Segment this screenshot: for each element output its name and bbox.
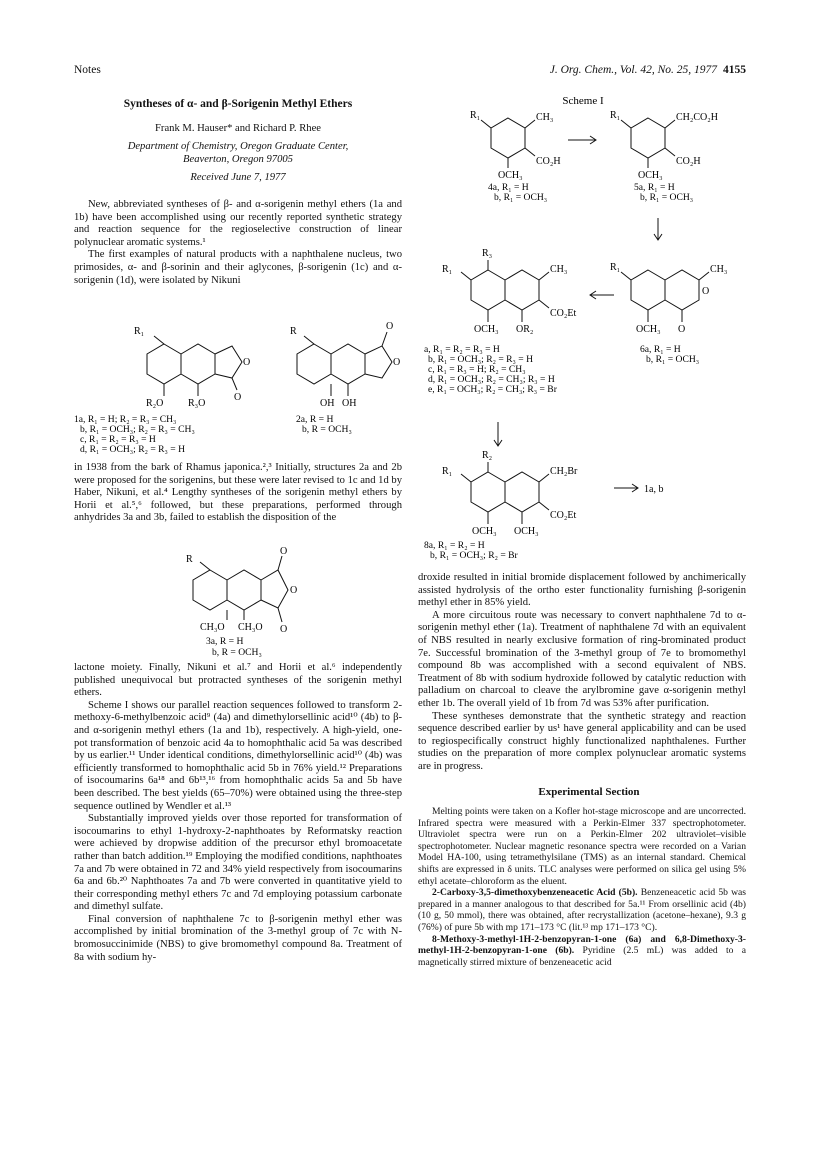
running-header-right — [550, 64, 746, 76]
paragraph-final-conversion: Final conversion of naphthalene 7c to β-sorigenin methyl ether was accomplished by initial bromination of the 3-methyl group of 7c with N-bromosuccinimide (NBS) to give bromomethyl compound 8a. Treatment of 8a with sodium hy- — [74, 913, 402, 963]
label-r3: R₃ — [482, 248, 493, 259]
label-oh: OH — [320, 398, 335, 409]
caption-7a: a, R₁ = R₂ = R₃ = H — [424, 344, 500, 355]
scheme-product: 1a, b — [644, 484, 664, 495]
caption-1d: d, R₁ = OCH₃; R₂ = R₃ = H — [80, 444, 186, 455]
caption-6a: 6a, R₁ = H — [640, 344, 681, 355]
paragraph-compound-5b — [418, 887, 746, 933]
caption-7d: d, R₁ = OCH₃; R₂ = CH₃; R₃ = H — [428, 374, 555, 385]
label-o: O — [290, 585, 298, 596]
label-o: O — [234, 392, 242, 403]
experimental-heading: Experimental Section — [538, 785, 640, 798]
label-och3: OCH₃ — [474, 324, 499, 335]
label-och3: OCH₃ — [514, 526, 539, 537]
label-oh: OH — [342, 398, 357, 409]
caption-7b: b, R₁ = OCH₃; R₂ = R₃ = H — [428, 354, 534, 365]
left-column-top — [74, 98, 402, 287]
page-number: 4155 — [723, 64, 746, 76]
structure-3 — [150, 544, 350, 658]
scheme-1 — [418, 90, 748, 560]
caption-3a: 3a, R = H — [206, 636, 244, 647]
label-ch3o: CH₃O — [238, 622, 263, 633]
right-column — [418, 572, 746, 968]
label-r: R — [186, 554, 193, 565]
label-o: O — [386, 321, 394, 332]
paragraph-conclusion: These syntheses demonstrate that the synthetic strategy and reaction sequence described earlier by us¹ have general applicability and can be used to regiospecifically construct highly functionalized naphthalenes. Further studies on the preparation of more complex polynuclear aromatic systems are in progress. — [418, 710, 746, 772]
article-title: Syntheses of α- and β-Sorigenin Methyl Ethers — [123, 98, 353, 110]
compound-5b-heading: 2-Carboxy-3,5-dimethoxybenzeneacetic Acid (5b). — [432, 887, 638, 899]
label-ch2br: CH₂Br — [550, 466, 578, 477]
label-o: O — [702, 286, 710, 297]
label-o: O — [243, 357, 251, 368]
label-ch3o: CH₃O — [200, 622, 225, 633]
label-ch3: CH₃ — [536, 112, 554, 123]
caption-2b: b, R = OCH₃ — [302, 424, 352, 435]
label-co2h: CO₂H — [536, 156, 561, 167]
caption-4a: 4a, R₁ = H — [488, 182, 529, 193]
label-r1: R₁ — [470, 110, 481, 121]
label-r1: R₁ — [442, 264, 453, 275]
label-r1: R₁ — [610, 262, 621, 273]
paragraph-alpha-route: A more circuitous route was necessary to convert naphthalene 7d to α-sorigenin methyl ether (1a). Treatment of naphthalene 7d with an equivalent of NBS resulted in nearly exclusive formation of ring-brominated product 7e. Successful bromination of the 3-methyl group of 7e to bromomethyl compound 8b was accomplished with a second equivalent of NBS. Treatment of 8b with sodium hydroxide followed by catalytic reduction with palladium on charcoal to cleave the arylbromine gave α-sorigenin methyl ether 1b. The overall yield of 1b from 7d was 53% after purification. — [418, 609, 746, 709]
label-r1: R₁ — [442, 466, 453, 477]
scheme-title: Scheme I — [562, 95, 604, 107]
paragraph-intro: New, abbreviated syntheses of β- and α-sorigenin methyl ethers (1a and 1b) have been accomplished using our recently reported synthetic strategy and reaction sequence for the regioselective construction of linear polynuclear aromatic systems.¹ — [74, 198, 402, 248]
label-co2et: CO₂Et — [550, 510, 577, 521]
label-r: R — [290, 326, 297, 337]
label-ch3: CH₃ — [710, 264, 728, 275]
label-och3: OCH₃ — [636, 324, 661, 335]
compound-6-text: Pyridine (2.5 mL) was added to a magnetically stirred mixture of benzeneacetic acid — [418, 945, 746, 968]
paragraph-compound-6 — [418, 934, 746, 969]
running-header-left: Notes — [74, 64, 101, 76]
caption-5b: b, R₁ = OCH₃ — [640, 192, 694, 203]
authors: Frank M. Hauser* and Richard P. Rhee — [155, 122, 321, 134]
paragraph-methods: Melting points were taken on a Kofler hot-stage microscope and are uncorrected. Infrared spectra were measured with a Perkin-Elmer 337 spectrophotometer. Ultraviolet spectra were run on a Perkin-Elmer 202 ultraviolet–visible spectrophotometer. Nuclear magnetic resonance spectra were recorded on a Varian Model HA-100, using tetramethylsilane (TMS) as an internal standard. Chemical shifts are expressed in δ units. TLC analyses were performed on silica gel using 5% ethyl acetate–chloroform as the eluent. — [418, 806, 746, 887]
paragraph-structure-revision: in 1938 from the bark of Rhamus japonica.²,³ Initially, structures 2a and 2b were proposed for the sorigenins, but these were later revised to 1c and 1d by Haber, Nikuni, et al.⁴ Lengthy syntheses of the sorigenin methyl ethers by Horii et al.⁵,⁶ followed, but these preparations, performed through anhydrides 3a and 3b, failed to establish the disposition of the — [74, 462, 403, 524]
label-r2o: R₂O — [146, 398, 164, 409]
label-o: O — [280, 624, 288, 635]
label-or2: OR₂ — [516, 324, 534, 335]
structures-1-2 — [74, 318, 404, 460]
caption-2a: 2a, R = H — [296, 414, 334, 425]
left-column-middle — [74, 462, 402, 525]
label-r1: R₁ — [610, 110, 621, 121]
received-date: Received June 7, 1977 — [190, 172, 286, 184]
label-o: O — [280, 546, 288, 557]
label-co2et: CO₂Et — [550, 308, 577, 319]
label-och3: OCH₃ — [472, 526, 497, 537]
caption-8a: 8a, R₁ = R₂ = H — [424, 540, 485, 551]
compound-6-heading: 8-Methoxy-3-methyl-1H-2-benzopyran-1-one (6a) and 6,8-Dimethoxy-3-methyl-1H-2-benzopyran-1-one (6b). — [418, 933, 746, 957]
paragraph-lactone: lactone moiety. Finally, Nikuni et al.⁷ and Horii et al.⁶ independently published unequivocal but protracted syntheses of the sorigenin methyl ethers. — [74, 662, 402, 699]
label-o: O — [678, 324, 686, 335]
label-co2h: CO₂H — [676, 156, 701, 167]
paragraph-scheme: Scheme I shows our parallel reaction sequences followed to transform 2-methoxy-6-methylbenzoic acid⁹ (4a) and dimethylorsellinic acid¹⁰ (4b) to β- and α-sorigenin methyl ethers (1a and 1b), respectively. A high-yield, one-pot transformation of benzoic acid 4a to homophthalic acid 5a was described by us earlier.¹¹ Under identical conditions, dimethylorsellinic acid¹⁰ (4b) was efficiently transformed to homophthalic acid 5b in 76% yield.¹² Preparations of isocoumarins 6a¹⁸ and 6b¹³,¹⁶ from homophthalic acids 5a and 5b have been described. The best yields (65–70%) were obtained using the three-step sequence outlined by Wendler et al.¹³ — [74, 699, 402, 812]
caption-1b: b, R₁ = OCH₃; R₂ = R₃ = CH₃ — [80, 424, 195, 435]
compound-5b-text: Benzeneacetic acid 5b was prepared in a manner analogous to that described for 5a.¹¹ From orsellinic acid (4b) (10 g, 50 mmol), there was obtained, after recrystallization (acetone–hexane), 9.3 g (76%) of pure 5b with mp 171–173 °C (lit.¹³ mp 171–173 °C). — [418, 887, 746, 934]
left-column-bottom — [74, 662, 402, 964]
label-r3o: R₃O — [188, 398, 206, 409]
paragraph-isolation: The first examples of natural products with a naphthalene nucleus, two primosides, α- and β-sorinin and their aglycones, β-sorigenin (1c) and α-sorigenin (1d), were isolated by Nikuni — [74, 249, 402, 286]
caption-6b: b, R₁ = OCH₃ — [646, 354, 700, 365]
caption-7e: e, R₁ = OCH₃; R₂ = CH₃; R₃ = Br — [428, 384, 557, 395]
caption-7c: c, R₁ = R₃ = H; R₂ = CH₃ — [428, 364, 526, 375]
paragraph-reformatsky: Substantially improved yields over those reported for transformation of isocoumarins to ethyl 1-hydroxy-2-naphthoates by Reformatsky reaction were achieved by dropwise addition of the precursor ethyl bromoacetate rather than batch addition.¹⁹ Employing the modified conditions, naphthoates 7a and 7b were obtained in 72 and 34% yield respectively from isocoumarins 6a and 6b.²⁰ Naphthoates 7a and 7b were converted in quantitative yield to their corresponding methyl ethers 7c and 7d employing potassium carbonate and dimethyl sulfate. — [74, 813, 402, 913]
label-r2: R₂ — [482, 450, 493, 461]
label-ch3: CH₃ — [550, 264, 568, 275]
affiliation-line-2: Beaverton, Oregon 97005 — [183, 153, 293, 165]
label-ch2co2h: CH₂CO₂H — [676, 112, 718, 123]
paragraph-hydrolysis: droxide resulted in initial bromide displacement followed by anchimerically assisted hydrolysis of the ortho ester functionality furnishing β-sorigenin methyl ether in 85% yield. — [418, 572, 746, 609]
caption-1c: c, R₁ = R₂ = R₃ = H — [80, 434, 156, 445]
caption-1a: 1a, R₁ = H; R₂ = R₃ = CH₃ — [74, 414, 177, 425]
affiliation-line-1: Department of Chemistry, Oregon Graduate Center, — [127, 141, 349, 153]
label-o: O — [393, 357, 401, 368]
caption-8b: b, R₁ = OCH₃; R₂ = Br — [430, 550, 518, 560]
caption-3b: b, R = OCH₃ — [212, 647, 262, 658]
caption-5a: 5a, R₁ = H — [634, 182, 675, 193]
caption-4b: b, R₁ = OCH₃ — [494, 192, 548, 203]
label-och3: OCH₃ — [498, 170, 523, 181]
label-r1: R₁ — [134, 326, 145, 337]
label-och3: OCH₃ — [638, 170, 663, 181]
journal-citation: J. Org. Chem., Vol. 42, No. 25, 1977 — [549, 64, 717, 76]
